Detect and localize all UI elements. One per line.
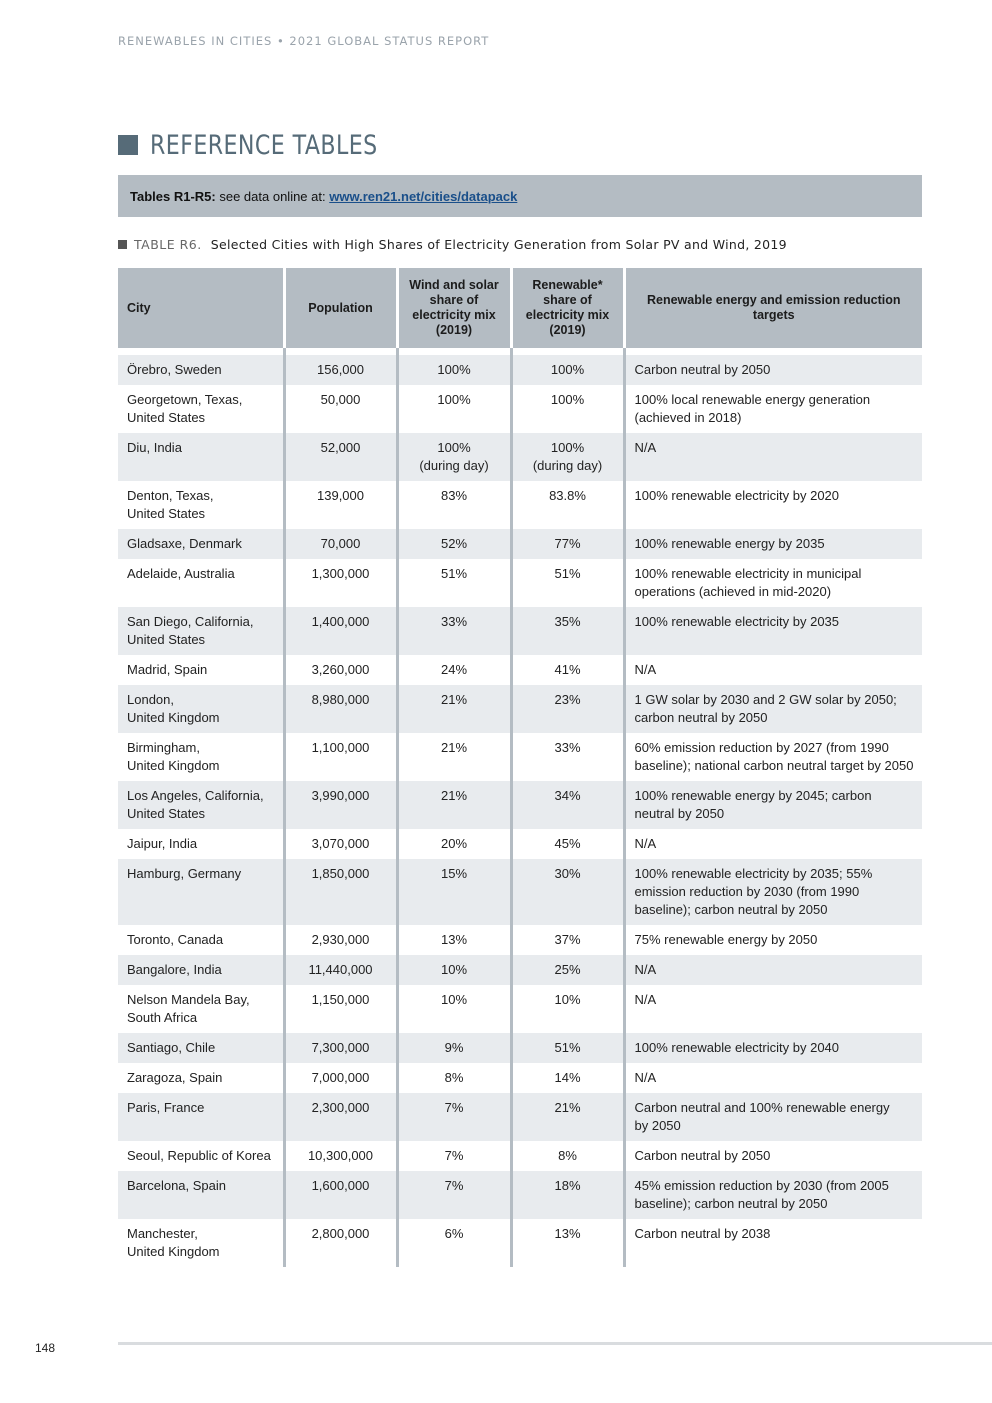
header-population: Population: [284, 268, 397, 348]
table-row: [118, 481, 922, 529]
spacer-cell: [624, 348, 922, 355]
header-targets: Renewable energy and emission reduction targets: [624, 268, 922, 348]
spacer-cell: [284, 348, 397, 355]
cell-city: Toronto, Canada: [118, 925, 284, 955]
table-row: [118, 559, 922, 607]
cell-population: 70,000: [284, 529, 397, 559]
cell-city: Gladsaxe, Denmark: [118, 529, 284, 559]
header-renewable-share: Renewable* share of electricity mix (2019): [511, 268, 624, 348]
cell-city: Los Angeles, California, United States: [118, 781, 284, 829]
cell-city: Manchester, United Kingdom: [118, 1219, 284, 1267]
cell-wind-solar-share: 100% (during day): [397, 433, 511, 481]
cell-city: San Diego, California, United States: [118, 607, 284, 655]
cell-renewable-share: 18%: [511, 1171, 624, 1219]
cell-wind-solar-share: 21%: [397, 685, 511, 733]
table-row: [118, 385, 922, 433]
table-row: [118, 781, 922, 829]
cell-targets: N/A: [624, 955, 922, 985]
table-row: [118, 1141, 922, 1171]
cell-population: 1,600,000: [284, 1171, 397, 1219]
table-row: [118, 1033, 922, 1063]
cell-population: 11,440,000: [284, 955, 397, 985]
cell-population: 2,930,000: [284, 925, 397, 955]
table-row: [118, 733, 922, 781]
cell-renewable-share: 77%: [511, 529, 624, 559]
cell-population: 1,300,000: [284, 559, 397, 607]
datapack-link[interactable]: www.ren21.net/cities/datapack: [329, 188, 518, 204]
cell-wind-solar-share: 21%: [397, 733, 511, 781]
cell-population: 50,000: [284, 385, 397, 433]
cell-renewable-share: 30%: [511, 859, 624, 925]
cell-wind-solar-share: 21%: [397, 781, 511, 829]
header-wind-solar-share: Wind and solar share of electricity mix (2019): [397, 268, 511, 348]
cell-renewable-share: 35%: [511, 607, 624, 655]
cell-city: Diu, India: [118, 433, 284, 481]
table-row: [118, 433, 922, 481]
cell-wind-solar-share: 7%: [397, 1141, 511, 1171]
cell-wind-solar-share: 83%: [397, 481, 511, 529]
header-city: City: [118, 268, 284, 348]
cell-population: 10,300,000: [284, 1141, 397, 1171]
cell-population: 2,300,000: [284, 1093, 397, 1141]
cell-renewable-share: 21%: [511, 1093, 624, 1141]
cell-renewable-share: 37%: [511, 925, 624, 955]
cell-city: Seoul, Republic of Korea: [118, 1141, 284, 1171]
cell-population: 7,000,000: [284, 1063, 397, 1093]
cell-targets: 100% renewable electricity by 2035; 55% emission reduction by 2030 (from 1990 baseline); carbon neutral by 2050: [624, 859, 922, 925]
cell-wind-solar-share: 100%: [397, 385, 511, 433]
cell-wind-solar-share: 100%: [397, 355, 511, 385]
cell-targets: 100% renewable energy by 2035: [624, 529, 922, 559]
cell-population: 1,150,000: [284, 985, 397, 1033]
cell-city: Bangalore, India: [118, 955, 284, 985]
table-row: [118, 1063, 922, 1093]
spacer-cell: [397, 348, 511, 355]
cell-city: Jaipur, India: [118, 829, 284, 859]
section-title-text: REFERENCE TABLES: [150, 129, 378, 161]
table-row: [118, 955, 922, 985]
cell-renewable-share: 10%: [511, 985, 624, 1033]
cell-renewable-share: 51%: [511, 559, 624, 607]
cell-renewable-share: 100%: [511, 385, 624, 433]
cell-population: 156,000: [284, 355, 397, 385]
cell-city: Barcelona, Spain: [118, 1171, 284, 1219]
cell-renewable-share: 25%: [511, 955, 624, 985]
cell-wind-solar-share: 6%: [397, 1219, 511, 1267]
table-row: [118, 685, 922, 733]
cell-city: Nelson Mandela Bay, South Africa: [118, 985, 284, 1033]
cell-city: Birmingham, United Kingdom: [118, 733, 284, 781]
section-square-icon: [118, 135, 138, 155]
cell-wind-solar-share: 51%: [397, 559, 511, 607]
cell-renewable-share: 8%: [511, 1141, 624, 1171]
cell-renewable-share: 23%: [511, 685, 624, 733]
cell-renewable-share: 13%: [511, 1219, 624, 1267]
table-row: [118, 1219, 922, 1267]
cell-targets: 75% renewable energy by 2050: [624, 925, 922, 955]
running-header: RENEWABLES IN CITIES • 2021 GLOBAL STATUS REPORT: [118, 34, 490, 48]
page-number: 148: [35, 1341, 56, 1355]
cell-population: 7,300,000: [284, 1033, 397, 1063]
spacer-cell: [118, 348, 284, 355]
caption-square-icon: [118, 240, 127, 249]
cell-renewable-share: 14%: [511, 1063, 624, 1093]
cell-targets: 60% emission reduction by 2027 (from 1990 baseline); national carbon neutral target by 2050: [624, 733, 922, 781]
cell-wind-solar-share: 24%: [397, 655, 511, 685]
cell-population: 2,800,000: [284, 1219, 397, 1267]
table-header-row: [118, 268, 922, 348]
cell-targets: 100% renewable energy by 2045; carbon neutral by 2050: [624, 781, 922, 829]
cell-city: Paris, France: [118, 1093, 284, 1141]
cell-targets: 45% emission reduction by 2030 (from 2005 baseline); carbon neutral by 2050: [624, 1171, 922, 1219]
cell-targets: 100% renewable electricity in municipal operations (achieved in mid-2020): [624, 559, 922, 607]
cell-population: 52,000: [284, 433, 397, 481]
cell-renewable-share: 41%: [511, 655, 624, 685]
section-title: [118, 128, 428, 162]
cell-targets: N/A: [624, 829, 922, 859]
table-caption: [118, 236, 787, 252]
cell-targets: Carbon neutral by 2050: [624, 355, 922, 385]
cell-targets: 100% renewable electricity by 2035: [624, 607, 922, 655]
cell-population: 1,400,000: [284, 607, 397, 655]
cell-population: 1,850,000: [284, 859, 397, 925]
cell-wind-solar-share: 20%: [397, 829, 511, 859]
datapack-text: see data online at:: [219, 188, 326, 204]
cell-targets: N/A: [624, 1063, 922, 1093]
datapack-notice: [118, 175, 922, 217]
cell-targets: Carbon neutral and 100% renewable energy by 2050: [624, 1093, 922, 1141]
cell-targets: N/A: [624, 433, 922, 481]
table-row: [118, 859, 922, 925]
cell-wind-solar-share: 10%: [397, 985, 511, 1033]
cell-population: 1,100,000: [284, 733, 397, 781]
cell-city: Örebro, Sweden: [118, 355, 284, 385]
cell-city: Hamburg, Germany: [118, 859, 284, 925]
table-row: [118, 985, 922, 1033]
cell-targets: 1 GW solar by 2030 and 2 GW solar by 2050; carbon neutral by 2050: [624, 685, 922, 733]
table-row: [118, 607, 922, 655]
cell-targets: N/A: [624, 985, 922, 1033]
caption-label: TABLE R6.: [134, 236, 202, 252]
cell-wind-solar-share: 15%: [397, 859, 511, 925]
footer-divider: [118, 1342, 992, 1345]
cell-city: London, United Kingdom: [118, 685, 284, 733]
datapack-label: Tables R1-R5:: [130, 188, 216, 204]
cell-targets: N/A: [624, 655, 922, 685]
cell-wind-solar-share: 13%: [397, 925, 511, 955]
cell-renewable-share: 34%: [511, 781, 624, 829]
cell-population: 3,990,000: [284, 781, 397, 829]
cell-renewable-share: 51%: [511, 1033, 624, 1063]
cell-population: 3,070,000: [284, 829, 397, 859]
cell-city: Zaragoza, Spain: [118, 1063, 284, 1093]
cell-renewable-share: 100% (during day): [511, 433, 624, 481]
cell-wind-solar-share: 8%: [397, 1063, 511, 1093]
cell-targets: Carbon neutral by 2050: [624, 1141, 922, 1171]
header-spacer-row: [118, 348, 922, 355]
table-row: [118, 655, 922, 685]
cities-table: [118, 268, 922, 1267]
cell-targets: 100% renewable electricity by 2020: [624, 481, 922, 529]
cell-targets: 100% local renewable energy generation (achieved in 2018): [624, 385, 922, 433]
table-row: [118, 829, 922, 859]
cell-city: Adelaide, Australia: [118, 559, 284, 607]
table-row: [118, 1093, 922, 1141]
cell-city: Georgetown, Texas, United States: [118, 385, 284, 433]
table-row: [118, 355, 922, 385]
cell-wind-solar-share: 7%: [397, 1093, 511, 1141]
table-row: [118, 925, 922, 955]
cell-targets: Carbon neutral by 2038: [624, 1219, 922, 1267]
cell-city: Denton, Texas, United States: [118, 481, 284, 529]
cell-renewable-share: 33%: [511, 733, 624, 781]
cell-population: 3,260,000: [284, 655, 397, 685]
cell-renewable-share: 100%: [511, 355, 624, 385]
cell-population: 139,000: [284, 481, 397, 529]
cell-wind-solar-share: 7%: [397, 1171, 511, 1219]
table-row: [118, 529, 922, 559]
cell-renewable-share: 83.8%: [511, 481, 624, 529]
cell-wind-solar-share: 33%: [397, 607, 511, 655]
cell-city: Santiago, Chile: [118, 1033, 284, 1063]
caption-text: Selected Cities with High Shares of Electricity Generation from Solar PV and Wind, 2019: [210, 236, 787, 252]
spacer-cell: [511, 348, 624, 355]
cell-population: 8,980,000: [284, 685, 397, 733]
cell-renewable-share: 45%: [511, 829, 624, 859]
cell-city: Madrid, Spain: [118, 655, 284, 685]
table-row: [118, 1171, 922, 1219]
cell-wind-solar-share: 9%: [397, 1033, 511, 1063]
cell-wind-solar-share: 52%: [397, 529, 511, 559]
cell-targets: 100% renewable electricity by 2040: [624, 1033, 922, 1063]
cell-wind-solar-share: 10%: [397, 955, 511, 985]
